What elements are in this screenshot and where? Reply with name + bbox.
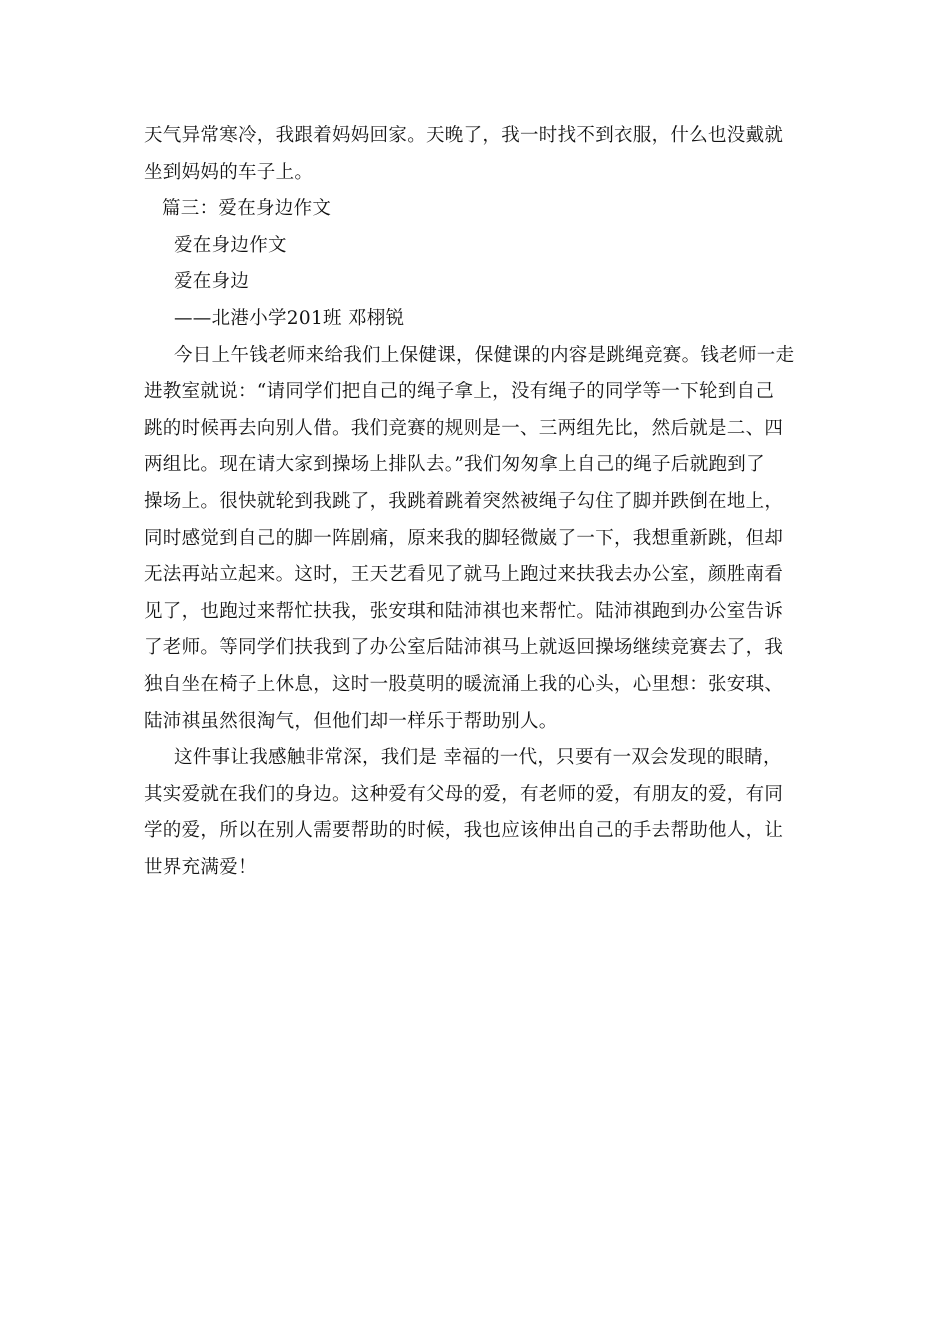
paragraph-line: 天气异常寒冷，我跟着妈妈回家。天晚了，我一时找不到衣服，什么也没戴就: [144, 125, 784, 146]
paragraph-line: 这件事让我感触非常深，我们是 幸福的一代，只要有一双会发现的眼睛，: [174, 747, 782, 769]
paragraph-line: 进教室就说：“请同学们把自己的绳子拿上，没有绳子的同学等一下轮到自己: [144, 381, 775, 403]
paragraph-line: 无法再站立起来。这时，王天艺看见了就马上跑过来扶我去办公室，颜胜南看: [144, 564, 784, 586]
paragraph-line: 其实爱就在我们的身边。这种爱有父母的爱，有老师的爱，有朋友的爱，有同: [144, 783, 784, 805]
paragraph-line: 陆沛祺虽然很淘气，但他们却一样乐于帮助别人。: [144, 710, 558, 732]
paragraph-line: 坐到妈妈的车子上。: [144, 161, 314, 183]
author-byline: ——北港小学201班 邓栩锐: [174, 307, 405, 329]
paragraph-line: 同时感觉到自己的脚一阵剧痛，原来我的脚轻微崴了一下，我想重新跳，但却: [144, 527, 784, 549]
paragraph-line: 独自坐在椅子上休息，这时一股莫明的暖流涌上我的心头，心里想：张安琪、: [144, 673, 784, 695]
paragraph-line: 了老师。等同学们扶我到了办公室后陆沛祺马上就返回操场继续竞赛去了，我: [144, 637, 784, 659]
paragraph-line: 操场上。很快就轮到我跳了，我跳着跳着突然被绳子勾住了脚并跌倒在地上，: [144, 490, 784, 512]
paragraph-line: 跳的时候再去向别人借。我们竞赛的规则是一、三两组先比，然后就是二、四: [144, 417, 784, 439]
document-body: [144, 118, 804, 886]
essay-subtitle: 爱在身边: [174, 271, 250, 293]
paragraph-line: 两组比。现在请大家到操场上排队去。”我们匆匆拿上自己的绳子后就跑到了: [144, 454, 765, 476]
paragraph-line: 今日上午钱老师来给我们上保健课，保健课的内容是跳绳竞赛。钱老师一走: [174, 344, 795, 366]
paragraph-line: 见了，也跑过来帮忙扶我，张安琪和陆沛祺也来帮忙。陆沛祺跑到办公室告诉: [144, 600, 784, 622]
paragraph-line: 世界充满爱！: [144, 856, 257, 878]
section-heading: 篇三：爱在身边作文: [162, 198, 332, 220]
essay-title: 爱在身边作文: [174, 234, 287, 256]
paragraph-line: 学的爱，所以在别人需要帮助的时候，我也应该伸出自己的手去帮助他人，让: [144, 820, 784, 842]
